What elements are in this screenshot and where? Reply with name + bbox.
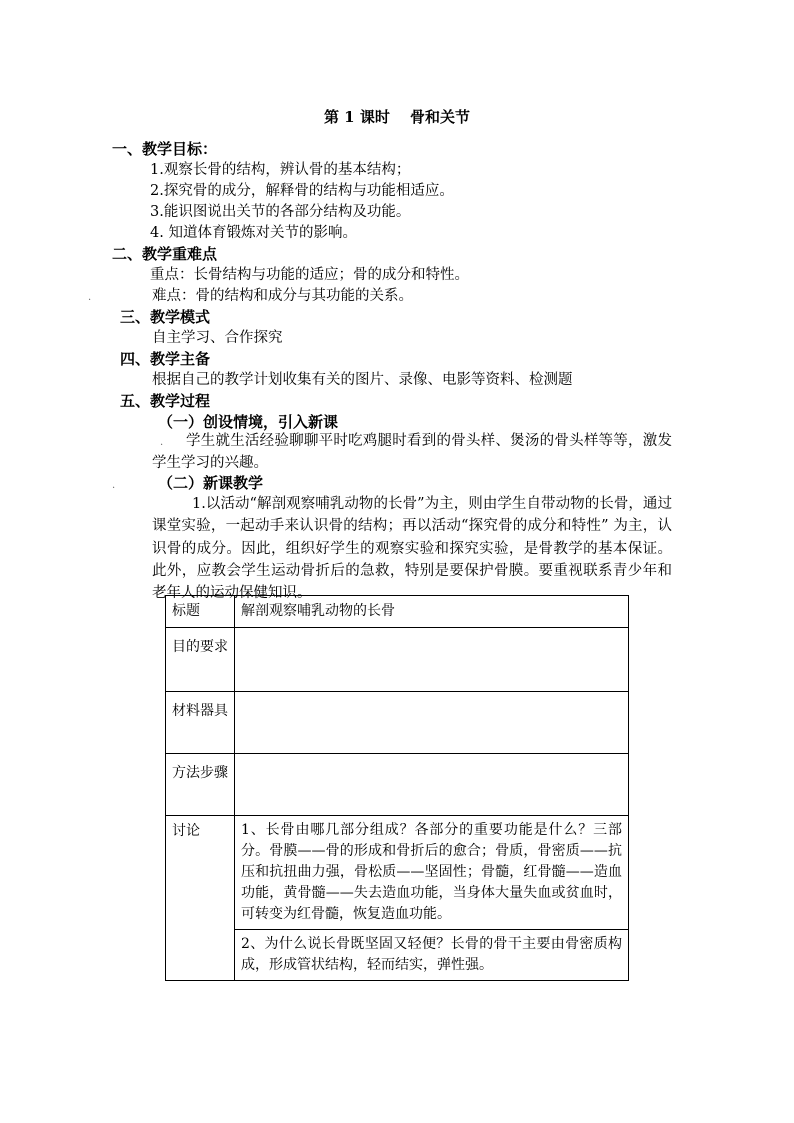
table-label-title: 标题 bbox=[166, 596, 235, 628]
section-heading-mode: 三、教学模式 bbox=[120, 308, 211, 326]
table-label-discussion: 讨论 bbox=[166, 816, 235, 981]
table-row bbox=[166, 930, 629, 981]
objective-item: 2.探究骨的成分，解释骨的结构与功能相适应。 bbox=[150, 183, 454, 199]
table-row bbox=[166, 596, 629, 628]
objective-item: 1.观察长骨的结构，辨认骨的基本结构； bbox=[150, 162, 411, 178]
experiment-table bbox=[165, 595, 629, 981]
section-heading-process: 五、教学过程 bbox=[120, 392, 211, 410]
table-row bbox=[166, 816, 629, 930]
section-heading-preparation: 四、教学主备 bbox=[120, 350, 211, 368]
table-row bbox=[166, 692, 629, 754]
subsection-heading-intro: （一）创设情境，引入新课 bbox=[158, 413, 339, 431]
discussion-answer-1: 1、长骨由哪几部分组成？各部分的重要功能是什么？三部分。骨膜——骨的形成和骨折后的愈合；骨质，骨密质——抗压和抗扭曲力强，骨松质——坚固性；骨髓，红骨髓——造血功能，黄骨髓——失去造血功能，当身体大量失血或贫血时，可转变为红骨髓，恢复造血功能。 bbox=[235, 816, 629, 930]
section-heading-objectives: 一、教学目标： bbox=[112, 140, 218, 158]
table-label-method: 方法步骤 bbox=[166, 754, 235, 816]
table-value-materials[interactable] bbox=[235, 692, 629, 754]
objective-item: 4. 知道体育锻炼对关节的影响。 bbox=[150, 225, 357, 241]
discussion-answer-2: 2、为什么说长骨既坚固又轻便？长骨的骨干主要由骨密质构成，形成管状结构，轻而结实，弹性强。 bbox=[235, 930, 629, 981]
mode-text: 自主学习、合作探究 bbox=[152, 330, 283, 346]
subsection-heading-new-lesson: （二）新课教学 bbox=[158, 474, 264, 492]
difficulty-item: 难点：骨的结构和成分与其功能的关系。 bbox=[152, 288, 413, 304]
intro-paragraph: 学生就生活经验聊聊平时吃鸡腿时看到的骨头样、煲汤的骨头样等等，激发学生学习的兴趣。 bbox=[152, 433, 672, 472]
table-label-purpose: 目的要求 bbox=[166, 628, 235, 692]
table-value-title: 解剖观察哺乳动物的长骨 bbox=[235, 596, 629, 628]
key-point-item: 重点：长骨结构与功能的适应；骨的成分和特性。 bbox=[150, 267, 469, 283]
new-lesson-paragraph: 1.以活动“解剖观察哺乳动物的长骨”为主，则由学生自带动物的长骨，通过课堂实验，一起动手来认识骨的结构；再以活动“探究骨的成分和特性” 为主，认识骨的成分。因此，组织好学生的观察实验和探究实验，是骨教学的基本保证。此外，应教会学生运动骨折后的急救，特别是要保护骨膜。要重视联系青少年和老年人的运动保健知识。 bbox=[152, 496, 672, 602]
table-value-method[interactable] bbox=[235, 754, 629, 816]
preparation-text: 根据自己的教学计划收集有关的图片、录像、电影等资料、检测题 bbox=[152, 372, 573, 388]
objective-item: 3.能识图说出关节的各部分结构及功能。 bbox=[150, 204, 411, 220]
table-row bbox=[166, 628, 629, 692]
table-value-purpose[interactable] bbox=[235, 628, 629, 692]
margin-mark: . bbox=[160, 437, 164, 448]
section-heading-key-points: 二、教学重难点 bbox=[112, 245, 218, 263]
margin-mark: . bbox=[112, 480, 116, 491]
page-title: 第 1 课时 骨和关节 bbox=[323, 108, 471, 126]
margin-mark: . bbox=[88, 292, 92, 303]
table-label-materials: 材料器具 bbox=[166, 692, 235, 754]
table-row bbox=[166, 754, 629, 816]
